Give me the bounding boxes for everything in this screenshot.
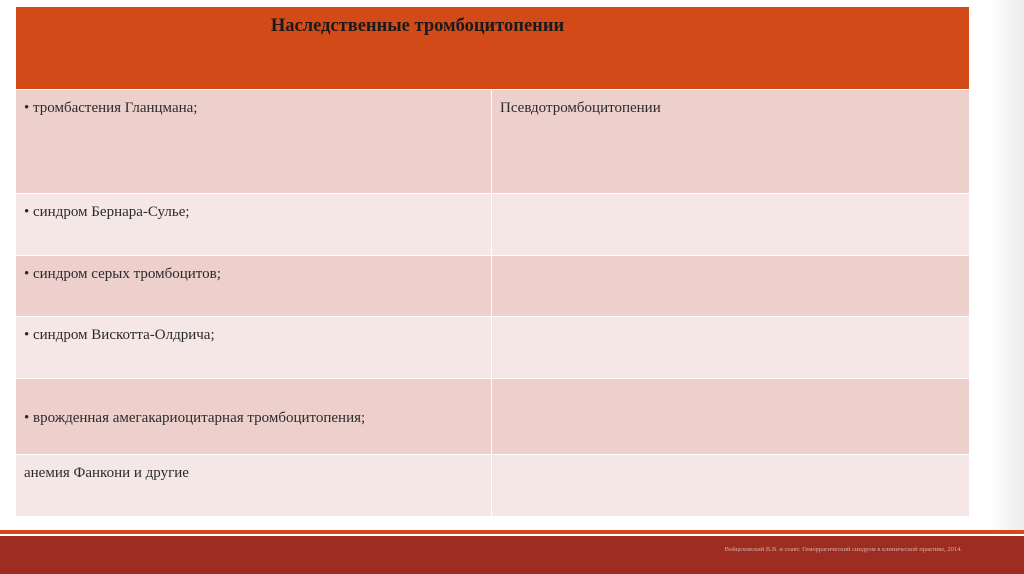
table-cell-left [16, 256, 492, 317]
table-header-row [16, 7, 970, 90]
table-row [16, 455, 970, 517]
cell-text: • синдром серых тромбоцитов; [24, 266, 221, 282]
footer-accent-line [0, 530, 1024, 534]
table-row [16, 317, 970, 379]
table-header-cell [16, 7, 970, 90]
cell-text: • врожденная амегакариоцитарная тромбоцитопения; [24, 410, 366, 426]
footer-citation: Войцеховский В.В. и соавт. Геморрагический синдром в клинической практике, 2014. [724, 546, 962, 553]
table-cell-right [492, 194, 970, 256]
table-cell-left [16, 90, 492, 194]
cell-text: • синдром Бернара-Сулье; [24, 204, 190, 220]
cell-text [492, 256, 969, 265]
cell-text [492, 379, 969, 388]
table-cell-left [16, 317, 492, 379]
table-cell-right [492, 90, 970, 194]
table-cell-left [16, 455, 492, 517]
cell-text: • тромбастения Гланцмана; [24, 100, 198, 116]
table-cell-right [492, 455, 970, 517]
table-row [16, 90, 970, 194]
thrombocytopenia-table [15, 6, 970, 517]
table-cell-right [492, 317, 970, 379]
slide-edge-shadow [990, 0, 1024, 530]
footer-bar [0, 536, 1024, 574]
cell-text: • синдром Вискотта-Олдрича; [24, 327, 215, 343]
table-cell-left [16, 194, 492, 256]
cell-text [492, 317, 969, 326]
table-cell-left [16, 379, 492, 455]
table-title: Наследственные тромбоцитопении [270, 16, 565, 36]
cell-text [492, 455, 969, 464]
table-row [16, 379, 970, 455]
cell-text [492, 194, 969, 203]
table-cell-right [492, 256, 970, 317]
table-row [16, 256, 970, 317]
cell-text: Псевдотромбоцитопении [500, 100, 661, 116]
cell-text: анемия Фанкони и другие [24, 465, 189, 481]
table-row [16, 194, 970, 256]
table-cell-right [492, 379, 970, 455]
